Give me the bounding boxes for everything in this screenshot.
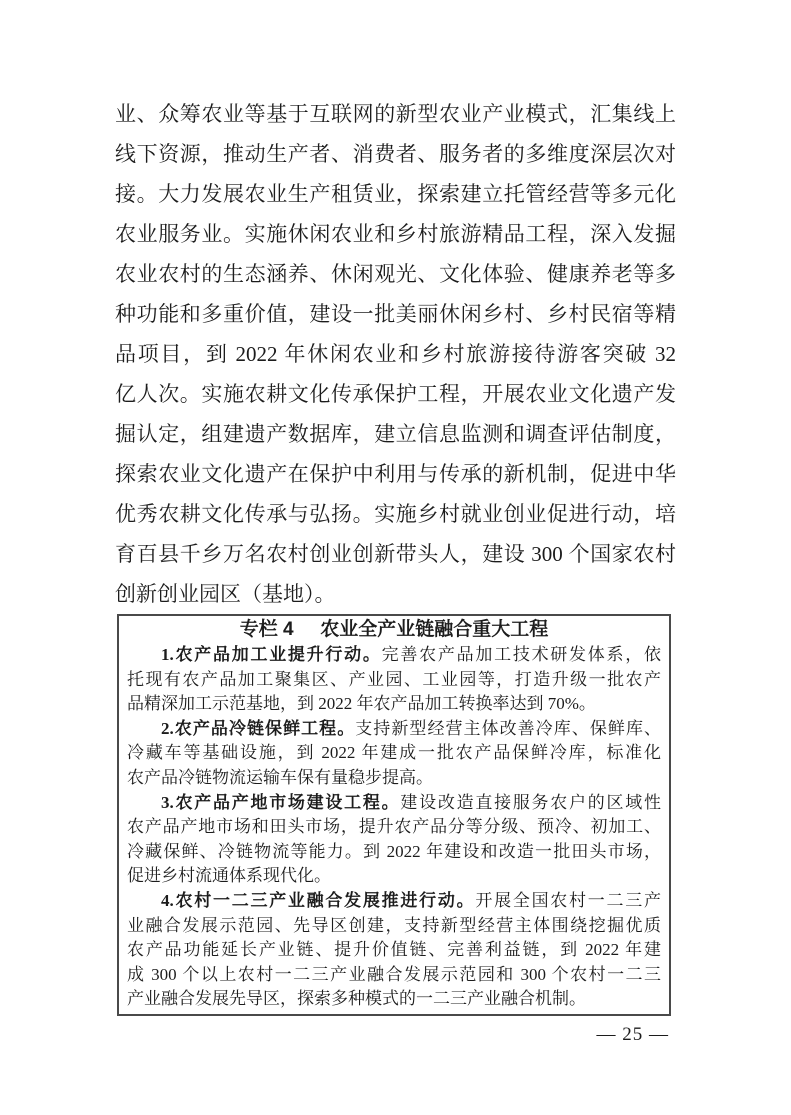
box-item-1-line: [127, 643, 661, 668]
box-item-3-text: 建设改造直接服务农户的区域性: [400, 792, 661, 812]
box-item-1-lead: 1.农产品加工业提升行动。: [161, 645, 382, 664]
box-item-4-lead: 4.农村一二三产业融合发展推进行动。: [161, 890, 476, 910]
box-item-1-line: 托现有农产品加工聚集区、产业园、工业园等，打造升级一批农产: [127, 669, 661, 689]
body-line: 探索农业文化遗产在保护中利用与传承的新机制，促进中华: [115, 462, 676, 486]
box-item-3-line: [127, 791, 661, 816]
feature-box-title-text: 农业全产业链融合重大工程: [320, 619, 549, 640]
box-item-2-line: [127, 717, 661, 742]
feature-box-title: [127, 617, 661, 643]
body-line: 品项目，到 2022 年休闲农业和乡村旅游接待游客突破 32: [115, 342, 676, 366]
box-item-1-text: 完善农产品加工技术研发体系，依: [381, 645, 662, 664]
feature-box-title-label: 专栏 4: [239, 619, 294, 640]
box-item-3-lead: 3.农产品产地市场建设工程。: [161, 792, 401, 812]
body-paragraph: [115, 94, 676, 614]
box-item-4-line: 业融合发展示范园、先导区创建，支持新型经营主体围绕挖掘优质: [127, 915, 661, 935]
body-line: 种功能和多重价值，建设一批美丽休闲乡村、乡村民宿等精: [115, 302, 676, 326]
body-line: 农业农村的生态涵养、休闲观光、文化体验、健康养老等多: [115, 262, 676, 286]
box-item-3-line: 农产品产地市场和田头市场，提升农产品分等分级、预冷、初加工、: [127, 817, 661, 837]
feature-box-column4: [117, 614, 671, 1016]
box-item-4-line: 农产品功能延长产业链、提升价值链、完善利益链，到 2022 年建: [127, 940, 661, 960]
box-item-1-line: 品精深加工示范基地，到 2022 年农产品加工转换率达到 70%。: [127, 694, 596, 714]
box-item-4-line: 产业融合发展先导区，探索多种模式的一二三产业融合机制。: [127, 989, 586, 1009]
box-item-2-line: 冷藏车等基础设施，到 2022 年建成一批农产品保鲜冷库，标准化: [127, 743, 661, 763]
body-line: 掘认定，组建遗产数据库，建立信息监测和调查评估制度，: [115, 422, 676, 446]
box-item-2-line: 农产品冷链物流运输车保有量稳步提高。: [127, 767, 433, 787]
body-line: 业、众筹农业等基于互联网的新型农业产业模式，汇集线上: [115, 102, 676, 126]
box-item-2-text: 支持新型经营主体改善冷库、保鲜库、: [355, 718, 662, 738]
body-line: 优秀农耕文化传承与弘扬。实施乡村就业创业促进行动，培: [115, 502, 676, 526]
body-line: 接。大力发展农业生产租赁业，探索建立托管经营等多元化: [115, 182, 676, 206]
box-item-3-line: 促进乡村流通体系现代化。: [127, 866, 331, 886]
box-item-4-line: [127, 889, 661, 914]
body-line: 亿人次。实施农耕文化传承保护工程，开展农业文化遗产发: [115, 382, 676, 406]
body-line: 线下资源，推动生产者、消费者、服务者的多维度深层次对: [115, 142, 676, 166]
body-line: 创新创业园区（基地）。: [115, 582, 336, 606]
box-item-4-line: 成 300 个以上农村一二三产业融合发展示范园和 300 个农村一二三: [127, 964, 661, 984]
body-line: 育百县千乡万名农村创业创新带头人，建设 300 个国家农村: [115, 542, 676, 566]
body-line: 农业服务业。实施休闲农业和乡村旅游精品工程，深入发掘: [115, 222, 676, 246]
box-item-2-lead: 2.农产品冷链保鲜工程。: [161, 718, 356, 738]
box-item-4-text: 开展全国农村一二三产: [475, 890, 662, 910]
box-item-3-line: 冷藏保鲜、冷链物流等能力。到 2022 年建设和改造一批田头市场，: [127, 841, 661, 861]
page-number: — 25 —: [596, 1024, 669, 1045]
